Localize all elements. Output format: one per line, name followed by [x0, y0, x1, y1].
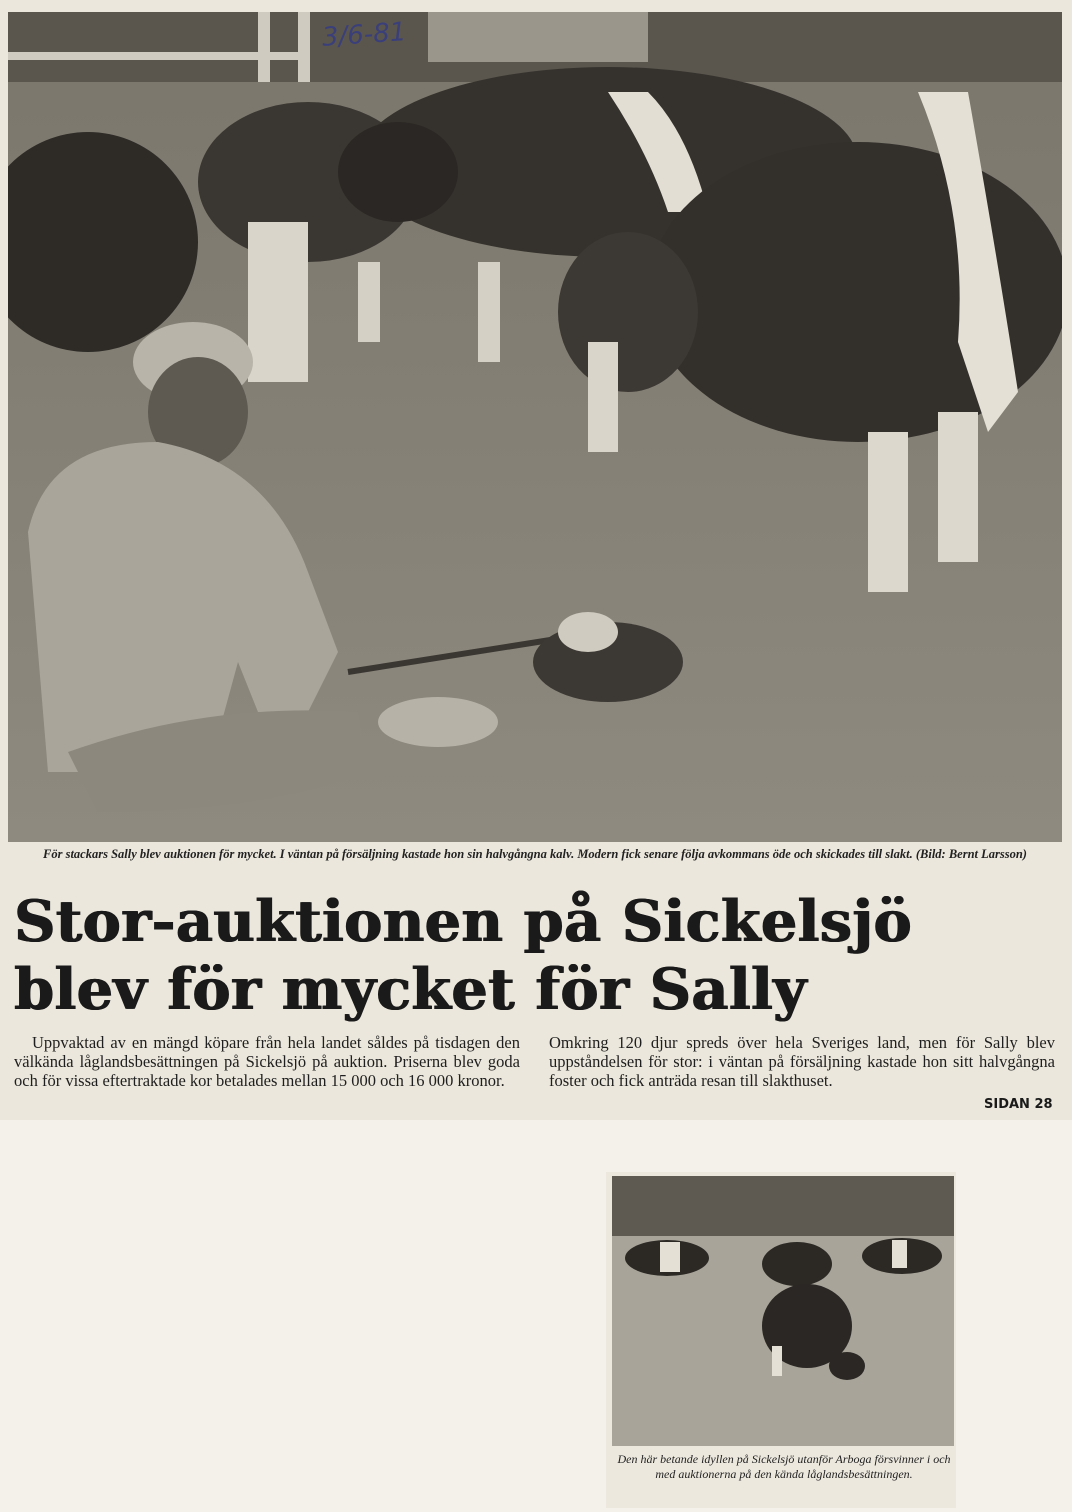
- main-photo-caption: För stackars Sally blev auktionen för mycket. I väntan på försäljning kastade hon sin halvgångna kalv. Modern fick senare följa avkommans öde och skickades till slakt. (Bild: Bernt Larsson): [43, 847, 1027, 861]
- body-right-column: Omkring 120 djur spreds över hela Sveriges land, men för Sally blev uppståndelsen för stor: i väntan på försäljning kastade hon sitt halvgångna foster och fick anträda resan till slakthuset.: [549, 1033, 1055, 1090]
- cattle-auction-photo: [8, 12, 1062, 842]
- handwritten-date: 3/6-81: [321, 17, 408, 53]
- body-left-column: Uppvaktad av en mängd köpare från hela landet såldes på tisdagen den välkända låglandsbesättningen på Sickelsjö på auktion. Priserna blev goda och för vissa eftertraktade kor betalades mellan 15 000 och 16 000 kronor.: [14, 1033, 520, 1090]
- grazing-cows-photo: [612, 1176, 954, 1446]
- page-reference: SIDAN 28: [984, 1097, 1053, 1112]
- headline-line-2: blev för mycket för Sally: [14, 956, 807, 1023]
- headline: [14, 888, 1064, 1024]
- small-photo-caption: Den här betande idyllen på Sickelsjö utanför Arboga försvinner i och med auktionerna på den kända låglandsbesättningen.: [617, 1452, 951, 1481]
- headline-line-1: Stor-auktionen på Sickelsjö: [14, 888, 912, 955]
